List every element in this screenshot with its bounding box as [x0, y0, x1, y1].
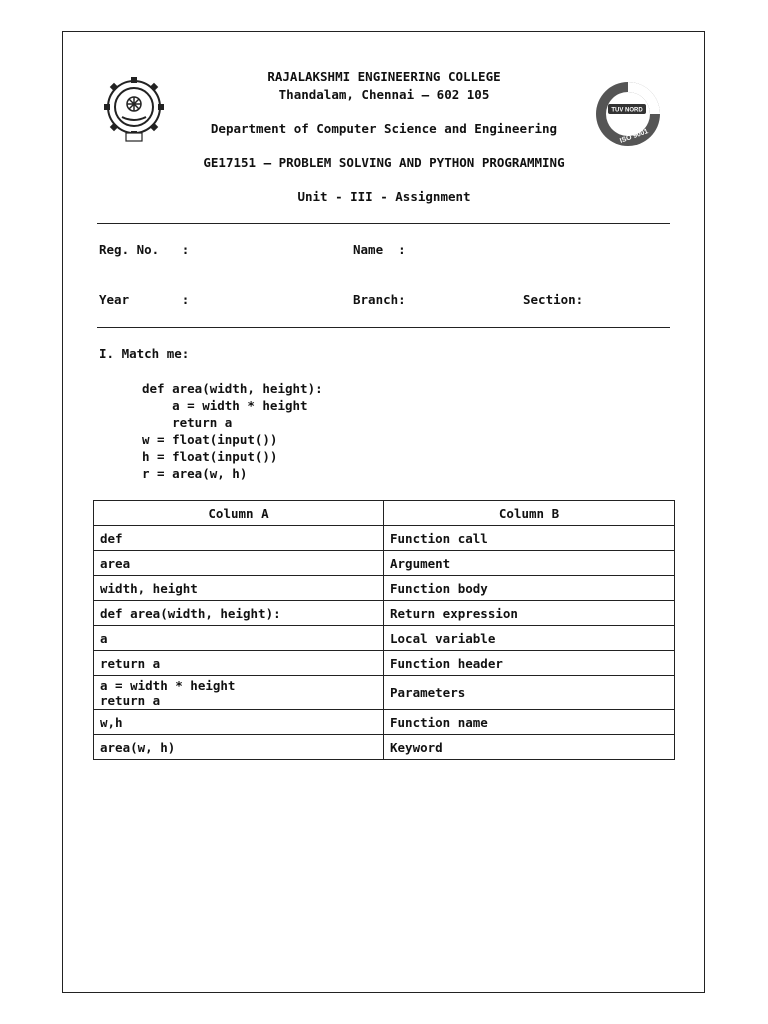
column-b-cell: Parameters	[384, 676, 675, 710]
column-b-cell: Function header	[384, 651, 675, 676]
college-address: Thandalam, Chennai – 602 105	[278, 87, 490, 102]
column-a-cell: def	[94, 526, 384, 551]
column-a-cell: a	[94, 626, 384, 651]
question-title: I. Match me:	[99, 346, 190, 361]
college-name: RAJALAKSHMI ENGINEERING COLLEGE	[267, 69, 501, 84]
column-b-cell: Return expression	[384, 601, 675, 626]
match-table	[93, 500, 675, 760]
column-a-cell: area(w, h)	[94, 735, 384, 760]
column-b-cell: Function call	[384, 526, 675, 551]
table-row	[94, 601, 675, 626]
table-row	[94, 676, 675, 710]
table-row	[94, 651, 675, 676]
column-b-cell: Function name	[384, 710, 675, 735]
fields-divider	[97, 327, 670, 328]
table-header-row	[94, 501, 675, 526]
column-b-cell: Function body	[384, 576, 675, 601]
unit-title: Unit - III - Assignment	[297, 189, 471, 204]
header-divider	[97, 223, 670, 224]
reg-no-label: Reg. No. :	[99, 242, 190, 257]
column-b-header: Column B	[384, 501, 675, 526]
year-label: Year :	[99, 292, 190, 307]
column-a-cell: area	[94, 551, 384, 576]
table-row	[94, 626, 675, 651]
column-b-cell: Local variable	[384, 626, 675, 651]
code-snippet: def area(width, height): a = width * height return a w = float(input()) h = float(input()) r = area(w, h)	[142, 381, 323, 481]
column-a-cell: width, height	[94, 576, 384, 601]
table-row	[94, 576, 675, 601]
column-a-cell: a = width * height return a	[94, 676, 384, 710]
section-label: Section:	[523, 292, 584, 307]
course-title: GE17151 – PROBLEM SOLVING AND PYTHON PROGRAMMING	[203, 155, 565, 170]
department-name: Department of Computer Science and Engineering	[210, 121, 558, 136]
column-a-cell: return a	[94, 651, 384, 676]
name-label: Name :	[353, 242, 406, 257]
table-row	[94, 526, 675, 551]
table-row	[94, 710, 675, 735]
table-row	[94, 551, 675, 576]
column-a-cell: w,h	[94, 710, 384, 735]
table-row	[94, 735, 675, 760]
column-a-cell: def area(width, height):	[94, 601, 384, 626]
column-b-cell: Argument	[384, 551, 675, 576]
column-b-cell: Keyword	[384, 735, 675, 760]
iso-logo-brand: TUV NORD	[611, 107, 643, 114]
iso-logo-standard: ISO 9001	[619, 128, 650, 145]
branch-label: Branch:	[353, 292, 406, 307]
column-a-header: Column A	[94, 501, 384, 526]
